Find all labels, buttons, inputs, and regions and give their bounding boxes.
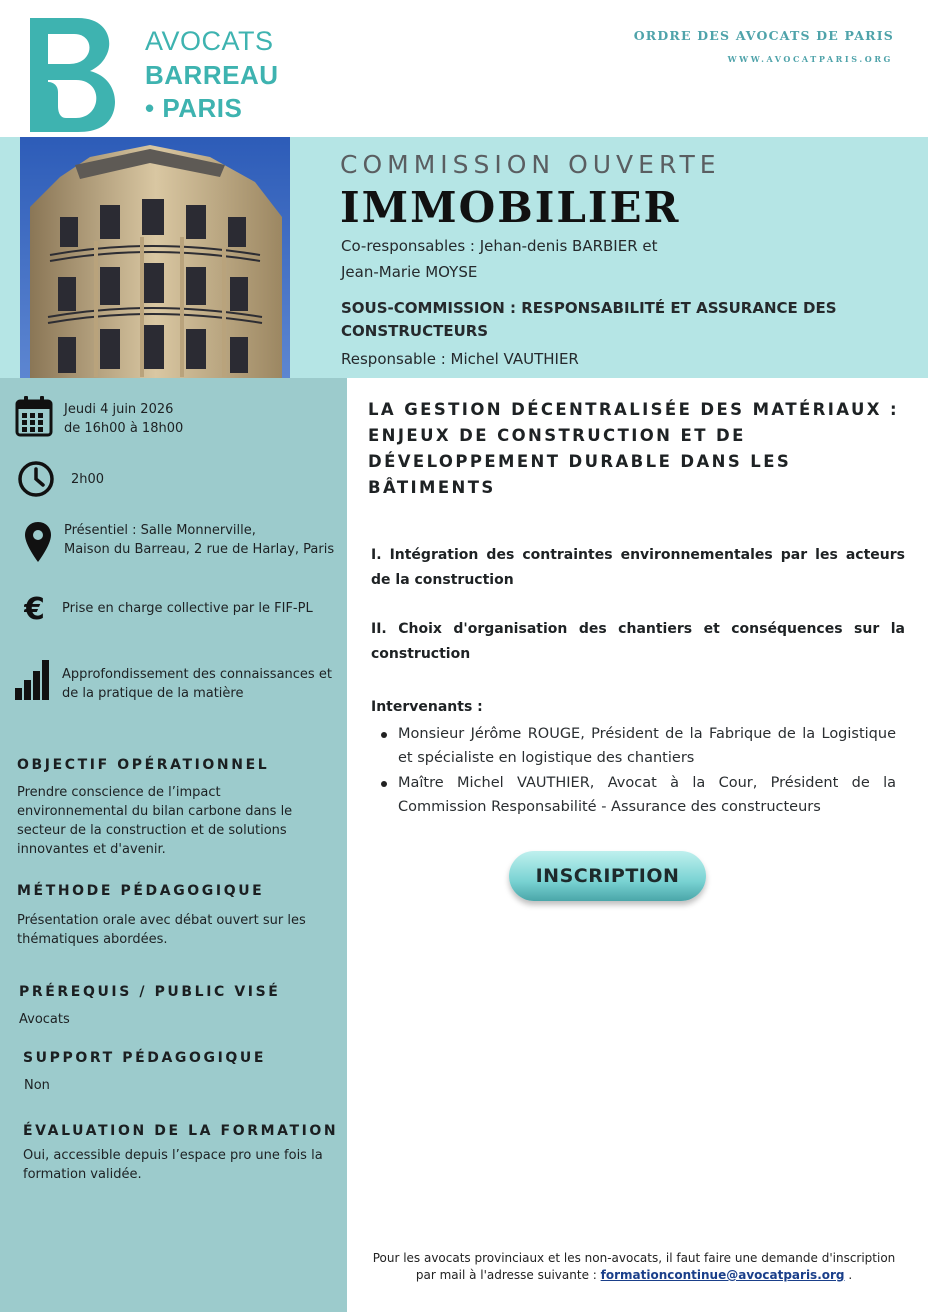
session-title: LA GESTION DÉCENTRALISÉE DES MATÉRIAUX : ENJEUX DE CONSTRUCTION ET DE DÉVELOPPEMENT DURABLE DANS LES BÂTIMENTS [368, 400, 900, 497]
location-pin-icon [24, 521, 52, 563]
methode-heading: MÉTHODE PÉDAGOGIQUE [17, 883, 265, 899]
support-text: Non [24, 1078, 50, 1093]
co-responsables [341, 233, 761, 285]
level-info [62, 665, 332, 703]
co-responsables-line2: Jean-Marie MOYSE [341, 263, 478, 281]
list-item: Monsieur Jérôme ROUGE, Président de la Fabrique de la Logistique et spécialiste en logistique des chantiers [398, 722, 896, 770]
logo-text-avocats: AVOCATS [145, 26, 274, 56]
building-photo [20, 137, 290, 378]
inscription-button[interactable]: INSCRIPTION [509, 851, 706, 901]
footer-line1: Pour les avocats provinciaux et les non-avocats, il faut faire une demande d'inscription [372, 1251, 896, 1265]
page-title: IMMOBILIER [340, 183, 681, 232]
footer-note [360, 1250, 908, 1284]
location-line2: Maison du Barreau, 2 rue de Harlay, Paris [64, 542, 335, 557]
svg-text:€: € [24, 592, 45, 624]
location-info [64, 521, 334, 559]
level-line2: de la pratique de la matière [62, 686, 244, 701]
commission-kicker: COMMISSION OUVERTE [340, 150, 721, 179]
org-url-link[interactable]: WWW.AVOCATPARIS.ORG [727, 54, 893, 64]
sous-commission-title: SOUS-COMMISSION : RESPONSABILITÉ ET ASSURANCE DES CONSTRUCTEURS [341, 299, 837, 340]
evaluation-heading: ÉVALUATION DE LA FORMATION [23, 1123, 339, 1139]
logo-text-paris: • PARIS [145, 93, 243, 123]
methode-text: Présentation orale avec débat ouvert sur les thématiques abordées. [17, 913, 306, 947]
time-line: de 16h00 à 18h00 [64, 421, 184, 436]
list-item: Maître Michel VAUTHIER, Avocat à la Cour, Président de la Commission Responsabilité - Assurance des constructeurs [398, 771, 896, 819]
level-line1: Approfondissement des connaissances et [62, 667, 332, 682]
sous-commission-responsable: Responsable : Michel VAUTHIER [341, 350, 579, 368]
objectif-heading: OBJECTIF OPÉRATIONNEL [17, 757, 270, 773]
email-link[interactable]: formationcontinue@avocatparis.org [600, 1268, 845, 1282]
evaluation-text: Oui, accessible depuis l’espace pro une fois la formation validée. [23, 1148, 323, 1182]
org-name: ORDRE DES AVOCATS DE PARIS [633, 28, 894, 43]
clock-icon [17, 460, 55, 498]
bar-chart-icon [14, 658, 50, 700]
duration-text: 2h00 [71, 472, 105, 487]
date-info [64, 400, 183, 438]
location-line1: Présentiel : Salle Monnerville, [64, 523, 256, 538]
prerequis-text: Avocats [19, 1012, 70, 1027]
objectif-text: Prendre conscience de l’impact environnemental du bilan carbone dans le secteur de la construction et de solutions innovantes et d'avenir. [17, 785, 293, 857]
calendar-icon [15, 395, 53, 437]
date-line: Jeudi 4 juin 2026 [64, 402, 174, 417]
co-responsables-line1: Co-responsables : Jehan-denis BARBIER et [341, 237, 658, 255]
support-heading: SUPPORT PÉDAGOGIQUE [23, 1050, 267, 1066]
logo-text-barreau: BARREAU [145, 60, 279, 90]
barreau-logo-icon [26, 16, 120, 134]
program-point-1: I. Intégration des contraintes environnementales par les acteurs de la construction [371, 547, 905, 588]
funding-text: Prise en charge collective par le FIF-PL [62, 601, 313, 616]
intervenants-label: Intervenants : [371, 699, 483, 715]
footer-suffix: . [844, 1268, 853, 1282]
footer-prefix: par mail à l'adresse suivante : [415, 1268, 601, 1282]
footer-line2 [360, 1267, 908, 1284]
euro-icon [24, 592, 52, 624]
intervenants-list [398, 722, 896, 820]
program-point-2: II. Choix d'organisation des chantiers et conséquences sur la construction [371, 621, 905, 662]
prerequis-heading: PRÉREQUIS / PUBLIC VISÉ [19, 984, 281, 1000]
